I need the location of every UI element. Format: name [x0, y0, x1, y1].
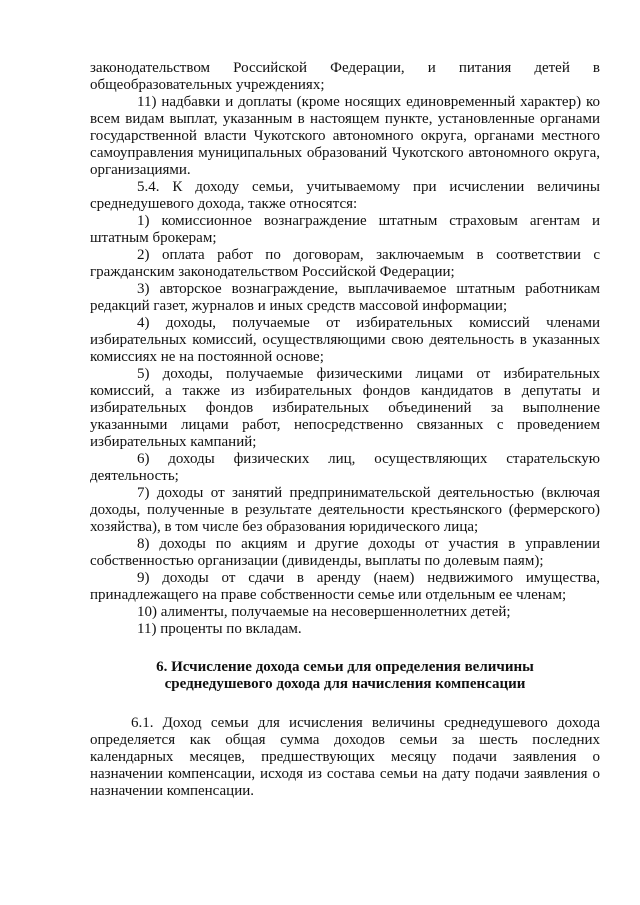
section-heading-line-2: среднедушевого дохода для начисления компенсации — [164, 676, 526, 692]
paragraph-item-11-interest: 11) проценты по вкладам. — [137, 621, 302, 637]
paragraph-item-6: 6) доходы физических лиц, осуществляющих старательскую деятельность; — [90, 451, 600, 484]
paragraph-item-7: 7) доходы от занятий предпринимательской деятельностью (включая доходы, полученные в результате деятельности крестьянского (фермерского) хозяйства), в том числе без образования юридического лица; — [90, 485, 600, 535]
paragraph-item-4: 4) доходы, получаемые от избирательных комиссий членами избирательных комиссий, осуществляющими свою деятельность в указанных комиссиях не на постоянной основе; — [90, 315, 600, 365]
paragraph-item-2: 2) оплата работ по договорам, заключаемым в соответствии с гражданским законодательством Российской Федерации; — [90, 247, 600, 280]
paragraph-clause-5-4: 5.4. К доходу семьи, учитываемому при исчислении величины среднедушевого дохода, также относятся: — [90, 179, 600, 212]
paragraph-item-10: 10) алименты, получаемые на несовершеннолетних детей; — [137, 604, 511, 620]
paragraph-item-3: 3) авторское вознаграждение, выплачиваемое штатным работникам редакций газет, журналов и иных средств массовой информации; — [90, 281, 600, 314]
paragraph-continuation: законодательством Российской Федерации, и питания детей в общеобразовательных учреждениях; — [90, 60, 600, 93]
section-heading — [90, 659, 600, 693]
paragraph-item-8: 8) доходы по акциям и другие доходы от участия в управлении собственностью организации (дивиденды, выплаты по долевым паям); — [90, 536, 600, 569]
paragraph-clause-6-1: 6.1. Доход семьи для исчисления величины среднедушевого дохода определяется как общая сумма доходов семьи за шесть последних календарных месяцев, предшествующих месяцу подачи заявления о назначении компенсации, исходя из состава семьи на дату подачи заявления о назначении компенсации. — [90, 715, 600, 799]
paragraph-item-11-allowances: 11) надбавки и доплаты (кроме носящих единовременный характер) ко всем видам выплат, указанным в настоящем пункте, установленные органами государственной власти Чукотского автономного округа, органами местного самоуправления муниципальных образований Чукотского автономного округа, организациями. — [90, 94, 600, 178]
paragraph-item-5: 5) доходы, получаемые физическими лицами от избирательных комиссий, а также из избирательных фондов кандидатов в депутаты и избирательных фондов избирательных объединений за выполнение указанными лицами работ, непосредственно связанных с проведением избирательных кампаний; — [90, 366, 600, 450]
section-heading-line-1: 6. Исчисление дохода семьи для определения величины — [156, 659, 534, 675]
paragraph-item-9: 9) доходы от сдачи в аренду (наем) недвижимого имущества, принадлежащего на праве собственности семье или отдельным ее членам; — [90, 570, 600, 603]
document-page — [90, 60, 600, 800]
paragraph-item-1: 1) комиссионное вознаграждение штатным страховым агентам и штатным брокерам; — [90, 213, 600, 246]
